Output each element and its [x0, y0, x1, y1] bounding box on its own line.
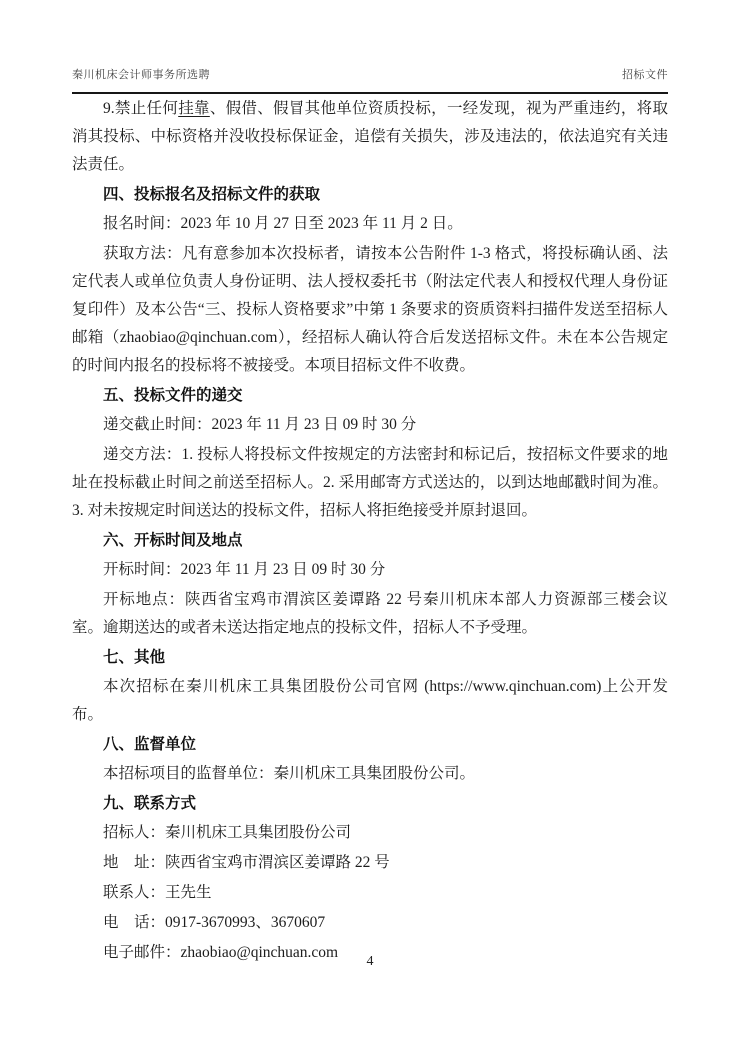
publication-website-paragraph: 本次招标在秦川机床工具集团股份公司官网 (https://www.qinchuan.com)上公开发布。	[72, 678, 668, 723]
section-heading-submission: 五、投标文件的递交	[103, 387, 243, 404]
bid-opening-location-paragraph: 开标地点：陕西省宝鸡市渭滨区姜谭路 22 号秦川机床本部人力资源部三楼会议室。逾期送达的或者未送达指定地点的投标文件，招标人不予受理。	[72, 591, 668, 636]
header-rule	[72, 92, 668, 94]
page-footer	[0, 954, 740, 970]
clause-9-paragraph	[72, 95, 668, 179]
contact-address-line: 地 址：陕西省宝鸡市渭滨区姜谭路 22 号	[103, 854, 390, 871]
submission-method-paragraph: 递交方法：1. 投标人将投标文件按规定的方法密封和标记后，按招标文件要求的地址在投标截止时间之前送至招标人。2. 采用邮寄方式送达的，以到达地邮戳时间为准。3. 对未按规定时间送达的投标文件，招标人将拒绝接受并原封退回。	[72, 446, 668, 519]
section-heading-registration: 四、投标报名及招标文件的获取	[103, 186, 321, 203]
clause-9-text-post: 、假借、假冒其他单位资质投标，一经发现，视为严重违约，将取消其投标、中标资格并没收投标保证金，追偿有关损失，涉及违法的，依法追究有关违法责任。	[72, 100, 668, 173]
clause-9-text-pre: 9.禁止任何	[103, 100, 179, 117]
contact-tenderer-line: 招标人：秦川机床工具集团股份公司	[103, 824, 352, 841]
section-heading-supervision: 八、监督单位	[103, 736, 197, 753]
contact-email-line: 电子邮件：zhaobiao@qinchuan.com	[103, 944, 339, 961]
registration-time-paragraph: 报名时间：2023 年 10 月 27 日至 2023 年 11 月 2 日。	[103, 215, 463, 232]
page-number: 4	[366, 954, 374, 969]
clause-9-underlined-term: 挂靠	[178, 100, 210, 117]
contact-phone-line: 电 话：0917-3670993、3670607	[103, 914, 326, 931]
supervision-unit-paragraph: 本招标项目的监督单位：秦川机床工具集团股份公司。	[103, 765, 476, 782]
section-heading-bid-opening: 六、开标时间及地点	[103, 532, 243, 549]
bid-opening-time-paragraph: 开标时间：2023 年 11 月 23 日 09 时 30 分	[103, 561, 386, 578]
header-right-title: 招标文件	[622, 69, 668, 81]
header-left-title: 秦川机床会计师事务所选聘	[72, 69, 210, 81]
contact-person-line: 联系人：王先生	[103, 884, 212, 901]
page-header	[72, 66, 668, 82]
submission-deadline-paragraph: 递交截止时间：2023 年 11 月 23 日 09 时 30 分	[103, 416, 417, 433]
document-body	[72, 95, 668, 969]
section-heading-other: 七、其他	[103, 649, 166, 666]
section-heading-contact: 九、联系方式	[103, 795, 197, 812]
obtain-method-paragraph: 获取方法：凡有意参加本次投标者，请按本公告附件 1-3 格式，将投标确认函、法定代表人或单位负责人身份证明、法人授权委托书（附法定代表人和授权代理人身份证复印件）及本公告“三、投标人资格要求”中第 1 条要求的资质资料扫描件发送至招标人邮箱（zhaobiao@qinchuan.com），经招标人确认符合后发送招标文件。未在本公告规定的时间内报名的投标将不被接受。本项目招标文件不收费。	[72, 245, 668, 374]
